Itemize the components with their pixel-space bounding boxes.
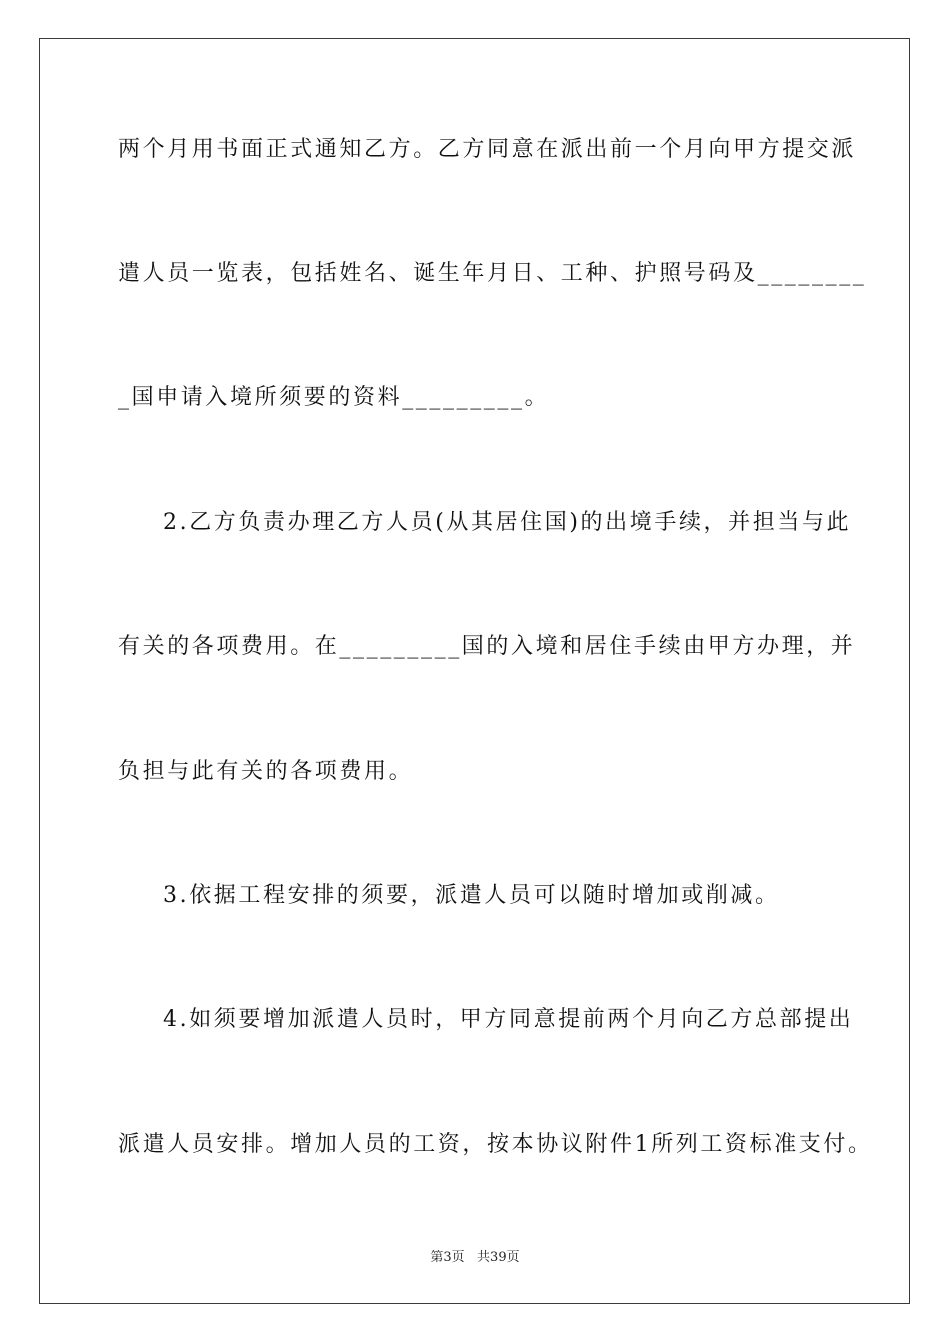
text-line-1: 两个月用书面正式通知乙方。乙方同意在派出前一个月向甲方提交派 xyxy=(118,137,857,162)
text-line-6: 负担与此有关的各项费用。 xyxy=(118,759,414,784)
page-border xyxy=(39,38,910,1304)
text-line-4: 2.乙方负责办理乙方人员(从其居住国)的出境手续，并担当与此 xyxy=(163,510,852,535)
text-line-5: 有关的各项费用。在_________国的入境和居住手续由甲方办理，并 xyxy=(118,634,856,659)
text-line-9: 派遣人员安排。增加人员的工资，按本协议附件1所列工资标准支付。 xyxy=(118,1132,873,1157)
text-line-3: _国申请入境所须要的资料_________。 xyxy=(118,385,550,410)
text-line-2: 遣人员一览表，包括姓名、诞生年月日、工种、护照号码及________ xyxy=(118,261,867,286)
text-line-8: 4.如须要增加派遣人员时，甲方同意提前两个月向乙方总部提出 xyxy=(163,1007,854,1032)
page-number-footer: 第3页 共39页 xyxy=(430,1250,520,1265)
text-line-7: 3.依据工程安排的须要，派遣人员可以随时增加或削减。 xyxy=(163,883,780,908)
